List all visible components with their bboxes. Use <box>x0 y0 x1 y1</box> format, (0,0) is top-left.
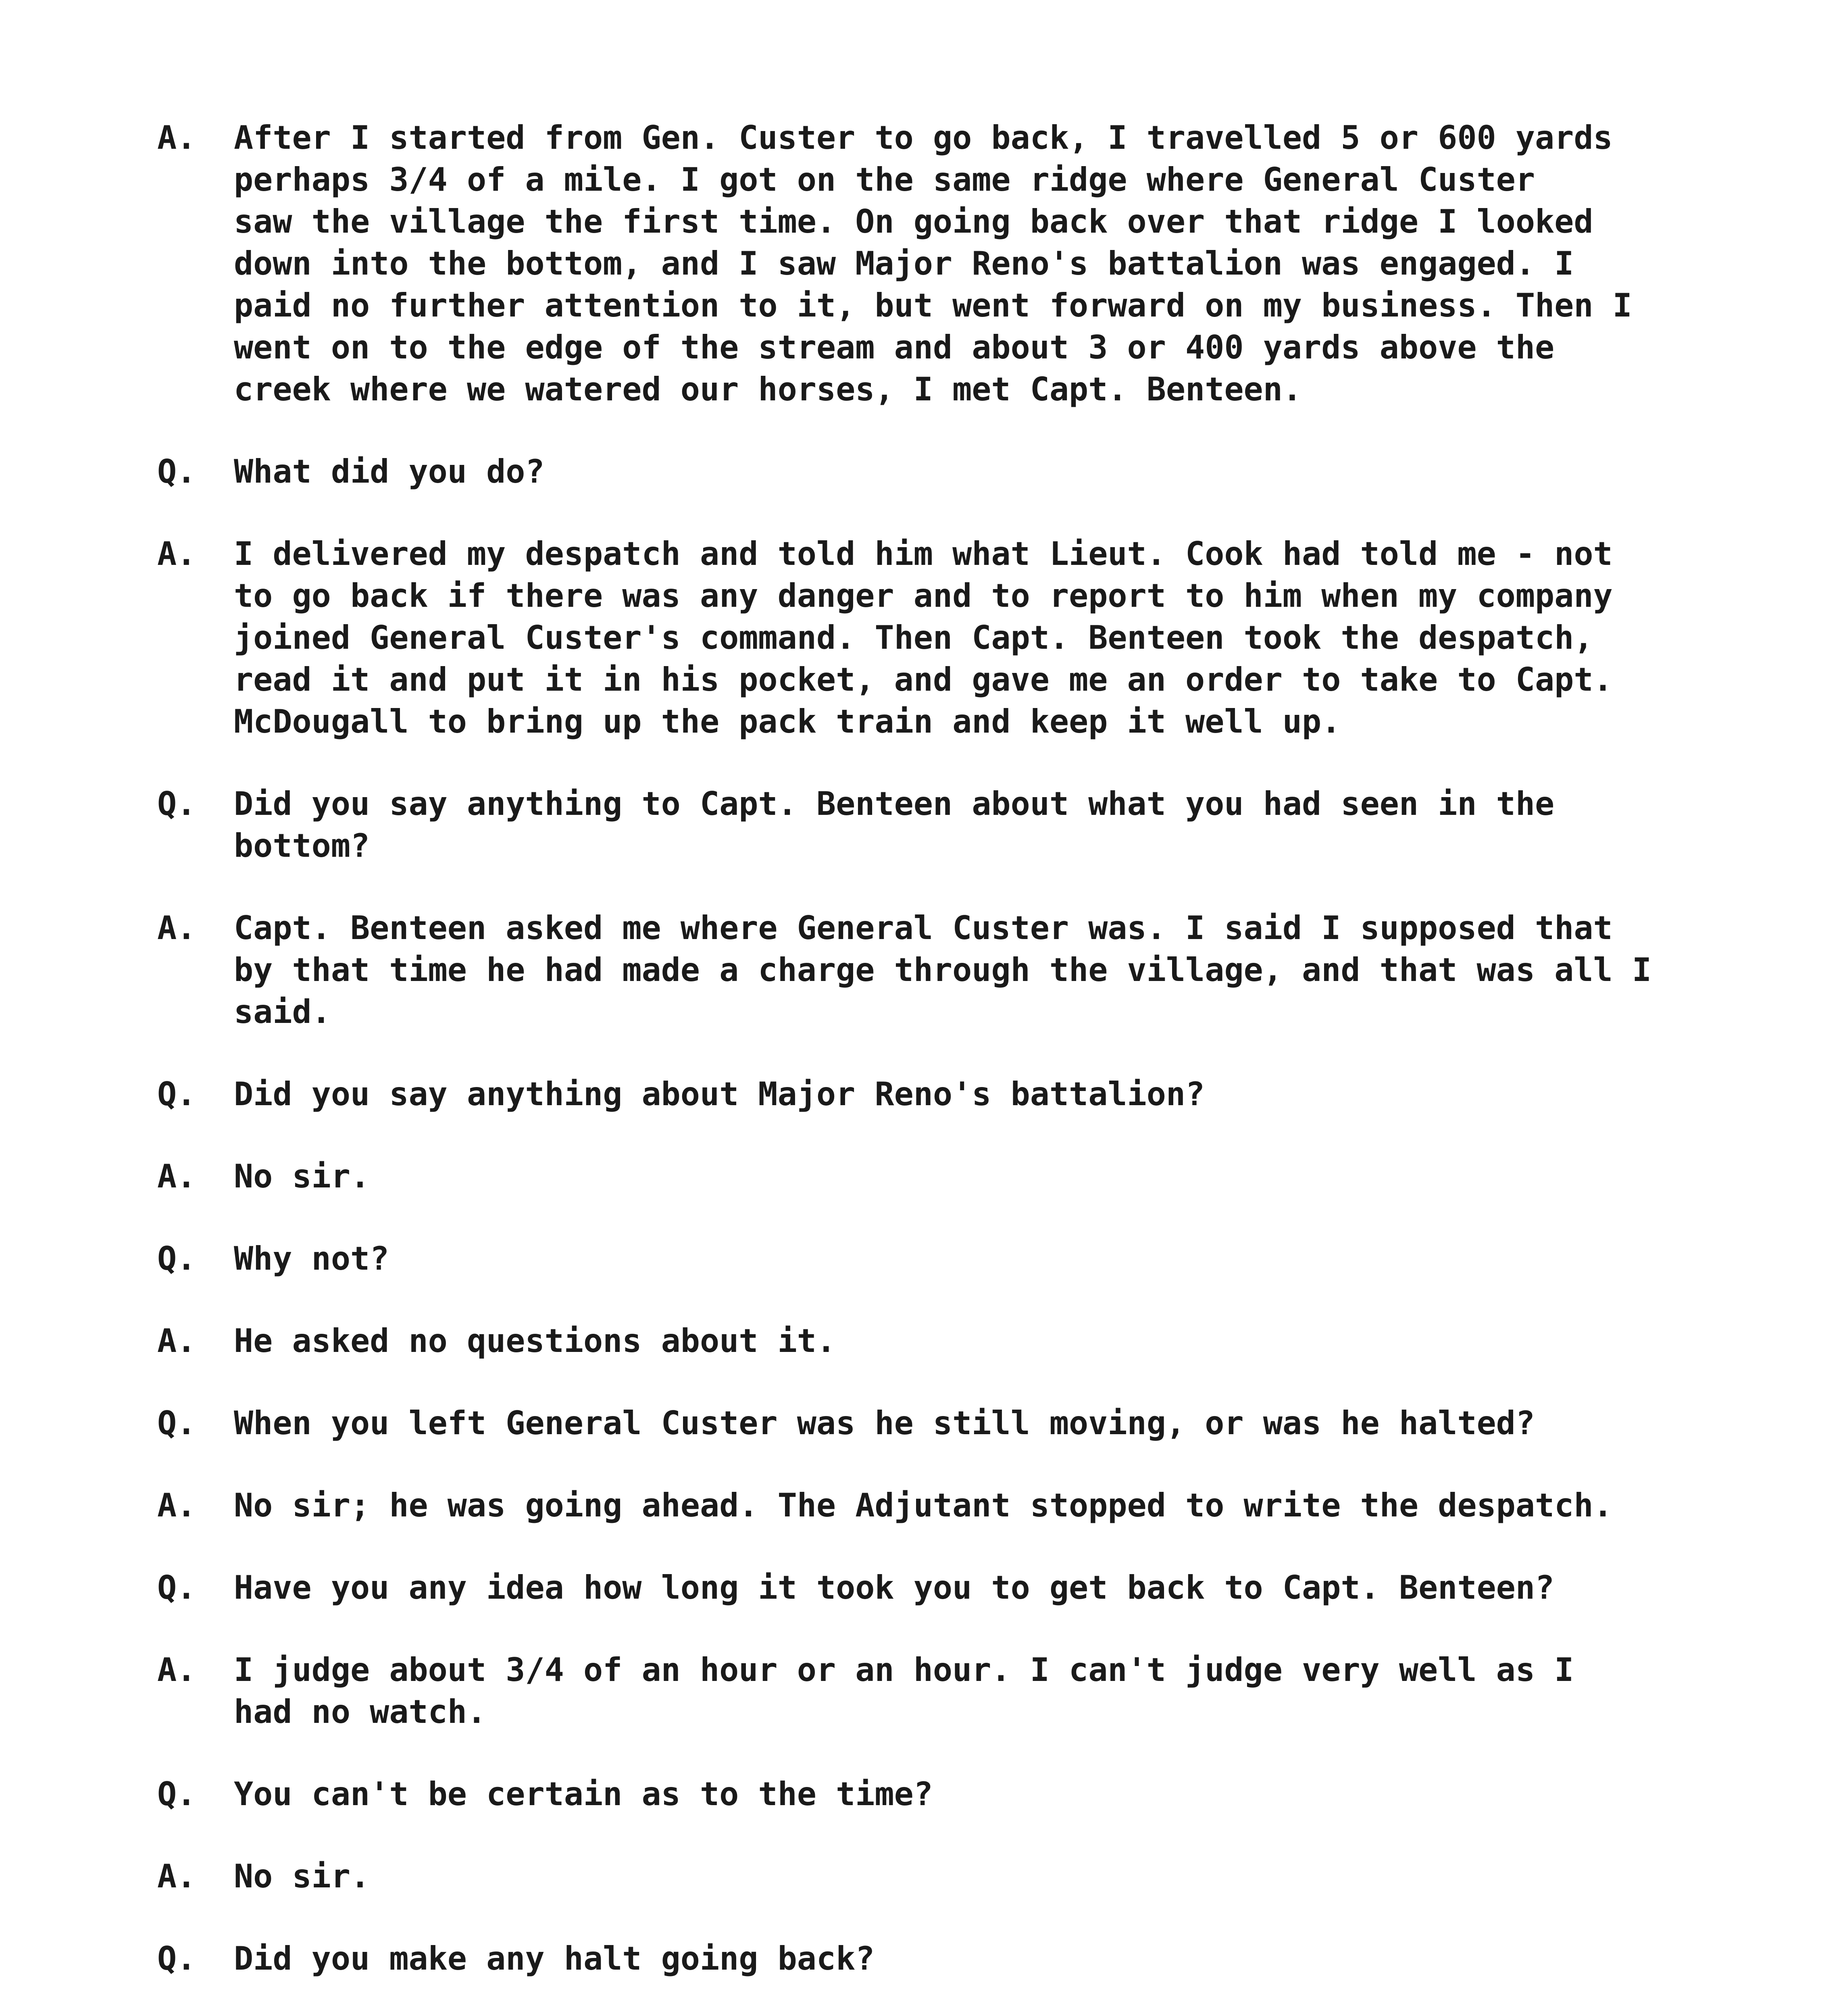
answer-entry <box>157 117 1730 410</box>
entry-text: Have you any idea how long it took you to get back to Capt. Benteen? <box>234 1569 1555 1606</box>
speaker-marker: Q. <box>157 1404 196 1442</box>
question-entry <box>157 1567 1730 1609</box>
speaker-marker: Q. <box>157 1240 196 1277</box>
testimony-transcript <box>157 117 1730 2016</box>
speaker-marker: Q. <box>157 453 196 490</box>
question-entry <box>157 1238 1730 1280</box>
speaker-marker: A. <box>157 1858 196 1895</box>
speaker-marker: Q. <box>157 1569 196 1606</box>
entry-text: You can't be certain as to the time? <box>234 1775 933 1813</box>
entry-text: No sir; he was going ahead. The Adjutant stopped to write the despatch. <box>234 1487 1613 1524</box>
entry-text: No sir. <box>234 1158 370 1195</box>
answer-entry <box>157 533 1730 743</box>
speaker-marker: A. <box>157 119 196 156</box>
answer-entry <box>157 1856 1730 1897</box>
question-entry <box>157 1938 1730 1980</box>
entry-text: Did you say anything to Capt. Benteen about what you had seen in the bottom? <box>234 785 1555 864</box>
question-entry <box>157 451 1730 493</box>
entry-text: He asked no questions about it. <box>234 1322 836 1360</box>
speaker-marker: A. <box>157 1651 196 1689</box>
entry-text: After I started from Gen. Custer to go back, I travelled 5 or 600 yards perhaps 3/4 of a mile. I got on the same ridge where General Custer saw the village the first time. On going back over that ridge I looked down into the bottom, and I saw Major Reno's battalion was engaged. I paid no further attention to it, but went forward on my business. Then I went on to the edge of the stream and about 3 or 400 yards above the creek where we watered our horses, I met Capt. Benteen. <box>234 119 1632 408</box>
entry-text: I delivered my despatch and told him what Lieut. Cook had told me - not to go back if there was any danger and to report to him when my company joined General Custer's command. Then Capt. Benteen took the despatch, read it and put it in his pocket, and gave me an order to take to Capt. McDougall to bring up the pack train and keep it well up. <box>234 535 1613 740</box>
entry-text: When you left General Custer was he still moving, or was he halted? <box>234 1404 1535 1442</box>
question-entry <box>157 783 1730 867</box>
entry-text: Why not? <box>234 1240 389 1277</box>
entry-text: I judge about 3/4 of an hour or an hour. I can't judge very well as I had no watch. <box>234 1651 1574 1731</box>
entry-text: Did you make any halt going back? <box>234 1940 875 1977</box>
speaker-marker: Q. <box>157 785 196 823</box>
speaker-marker: Q. <box>157 1075 196 1113</box>
answer-entry <box>157 1485 1730 1527</box>
entry-text: Did you say anything about Major Reno's battalion? <box>234 1075 1205 1113</box>
answer-entry <box>157 1320 1730 1362</box>
speaker-marker: A. <box>157 1322 196 1360</box>
speaker-marker: A. <box>157 1158 196 1195</box>
question-entry <box>157 1773 1730 1815</box>
entry-text: Capt. Benteen asked me where General Custer was. I said I supposed that by that time he had made a charge through the village, and that was all I said. <box>234 909 1651 1031</box>
answer-entry <box>157 1649 1730 1733</box>
answer-entry <box>157 907 1730 1033</box>
answer-entry <box>157 1156 1730 1198</box>
question-entry <box>157 1073 1730 1115</box>
speaker-marker: A. <box>157 909 196 947</box>
entry-text: What did you do? <box>234 453 545 490</box>
speaker-marker: Q. <box>157 1775 196 1813</box>
question-entry <box>157 1402 1730 1444</box>
speaker-marker: A. <box>157 1487 196 1524</box>
speaker-marker: Q. <box>157 1940 196 1977</box>
entry-text: No sir. <box>234 1858 370 1895</box>
speaker-marker: A. <box>157 535 196 573</box>
